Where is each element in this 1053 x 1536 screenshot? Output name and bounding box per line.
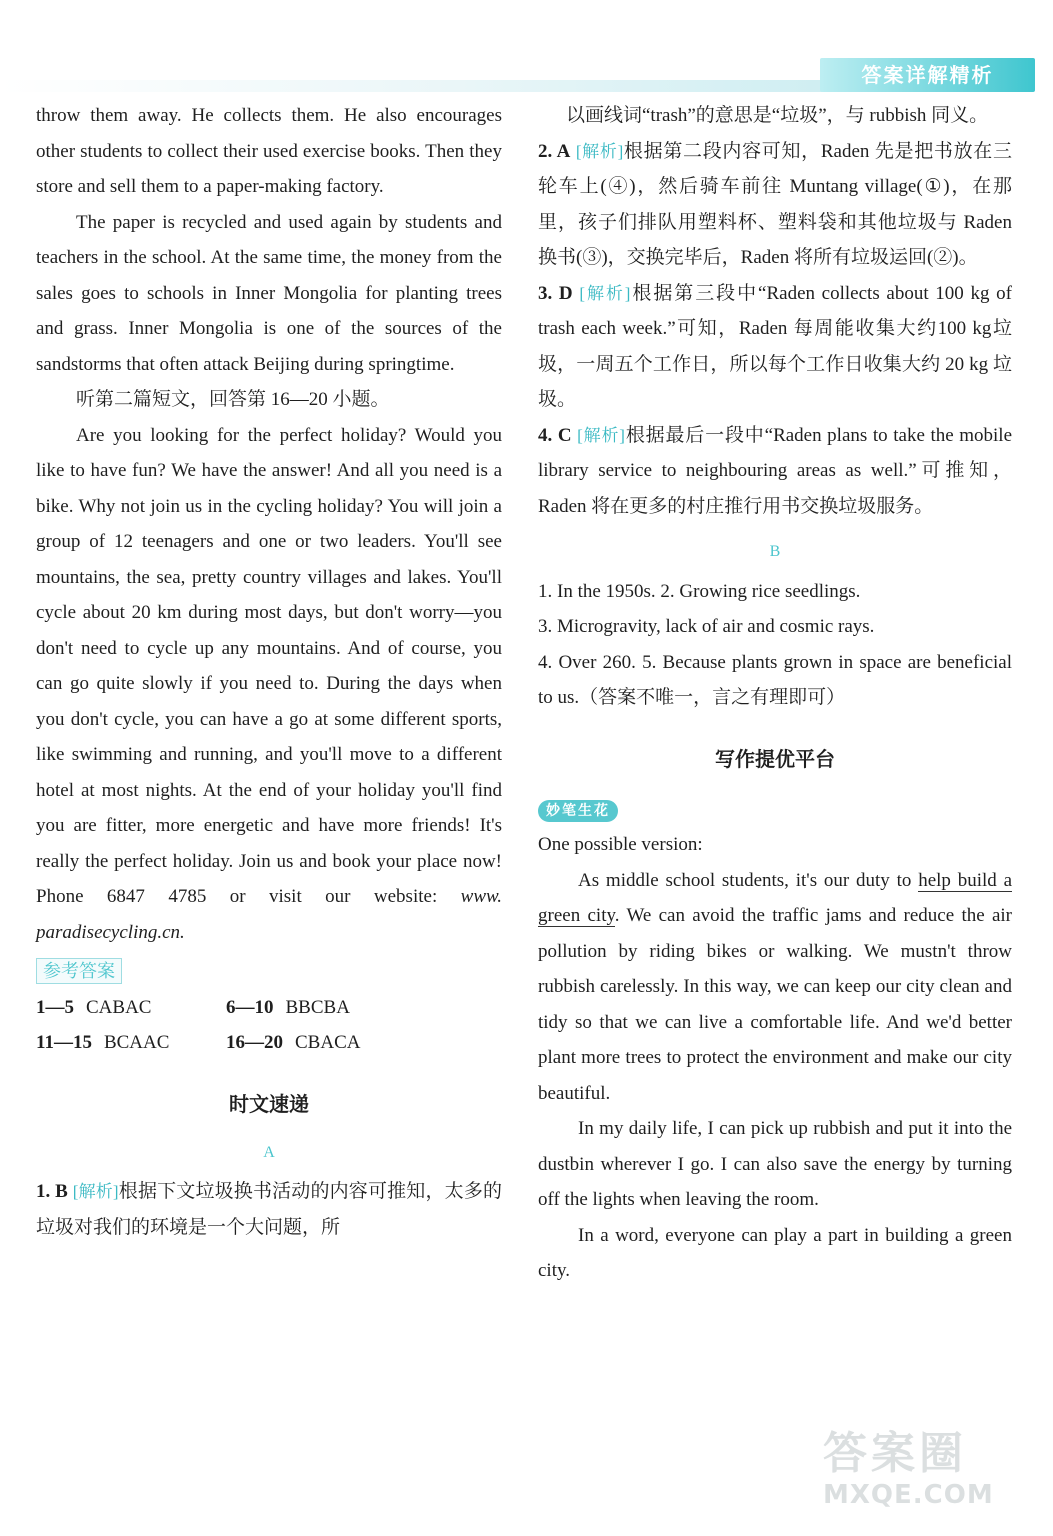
header-band (0, 80, 830, 92)
answer-range: 11—15 (36, 1032, 92, 1053)
passage-paragraph (36, 418, 502, 951)
watermark-url: MXQE.COM (823, 1480, 994, 1510)
answer-explanation (538, 134, 1012, 276)
right-column (538, 98, 1012, 1289)
answer-range: 16—20 (226, 1032, 283, 1053)
explanation-text: 根据最后一段中“Raden plans to take the mobile library service to neighbouring areas as well.”可推知，Raden 将在更多的村庄推行用书交换垃圾服务。 (538, 424, 1013, 517)
answer-explanation (538, 418, 1012, 525)
passage-paragraph: throw them away. He collects them. He also encourages other students to collect their used exercise books. Then they store and sell them to a paper-making factory. (36, 105, 502, 197)
answer-range: 6—10 (226, 996, 274, 1018)
essay-text: As middle school students, it's our duty to (578, 869, 919, 891)
essay-paragraph: In my daily life, I can pick up rubbish and put it into the dustbin wherever I go. I can also save the energy by turning off the lights when leaving the room. (538, 1118, 1012, 1210)
version-label: One possible version: (538, 834, 703, 855)
answer-explanation (36, 1174, 502, 1245)
writing-badge: 妙笔生花 (538, 800, 618, 822)
question-number: 3. D (538, 282, 573, 304)
essay-text: . We can avoid the traffic jams and reduce the air pollution by riding bikes or walking. We mustn't throw rubbish carelessly. In this way, we can keep our city clean and tidy so that we can live a comfortable life. And we'd better plant more trees to protect the environment and make our city beautiful. (538, 905, 1012, 1104)
answer-key: BBCBA (285, 996, 350, 1018)
analysis-tag: [解析] (579, 283, 631, 303)
listening-instruction: 听第二篇短文，回答第 16—20 小题。 (76, 389, 390, 410)
answer-key: BCAAC (103, 1032, 170, 1053)
answer-line: 1. In the 1950s. 2. Growing rice seedlings. (538, 580, 861, 602)
answer-key: CABAC (86, 996, 152, 1018)
answer-key: CBACA (295, 1032, 361, 1053)
section-title: 时文速递 (229, 1091, 309, 1116)
passage-text: Are you looking for the perfect holiday? Would you like to have fun? We have the answer! And all you need is a bike. Why not join us in the cycling holiday? You will join a group of 12 teenagers and one or two leaders. You'll see mountains, the sea, pretty country villages and lakes. You'll cycle about 20 km during most days, but don't worry—you don't need to cycle up any mountains. And of course, you can go quite slowly if you need to. During the days when you don't cycle, you can have a go at some different sports, like swimming and running, and you'll move to a different hotel at most nights. At the end of your holiday you'll find you are fitter, more energetic and have more friends! It's really the perfect holiday. Join us and book your place now! Phone 6847 4785 or visit our website: (36, 424, 502, 907)
answer-range: 1—5 (36, 996, 74, 1018)
left-column (36, 98, 502, 1245)
passage-paragraph: The paper is recycled and used again by students and teachers in the school. At the same time, the money from the sales goes to schools in Inner Mongolia for planting trees and grass. Inner Mongolia is one of the sources of the sandstorms that often attack Beijing during springtime. (36, 211, 502, 375)
question-number: 4. C (538, 424, 572, 446)
analysis-tag: [解析] (577, 425, 625, 445)
answer-line: 4. Over 260. 5. Because plants grown in space are beneficial to us.（答案不唯一，言之有理即可） (538, 651, 1012, 708)
section-title: 写作提优平台 (715, 746, 835, 771)
essay-paragraph (538, 863, 1012, 1112)
explanation-text: 根据第三段中“Raden collects about 100 kg of trash each week.”可知，Raden 每周能收集大约100 kg垃圾，一周五个工作日，所以每个工作日收集大约 20 kg 垃圾。 (538, 282, 1012, 410)
reference-answer-tag-row (36, 954, 502, 990)
underlined-phrase: help build a green city (538, 869, 1013, 926)
watermark-text: 答案圈 (823, 1428, 967, 1479)
website-url: www. paradisecycling.cn. (36, 886, 503, 943)
essay-paragraph: In a word, everyone can play a part in building a green city. (538, 1224, 1012, 1281)
answer-line: 3. Microgravity, lack of air and cosmic rays. (538, 616, 875, 637)
answer-row (36, 1025, 502, 1061)
reference-answer-tag: 参考答案 (36, 958, 122, 984)
answer-explanation (538, 276, 1012, 418)
explanation-text: 根据下文垃圾换书活动的内容可推知，太多的垃圾对我们的环境是一个大问题，所 (36, 1181, 502, 1238)
answer-row (36, 990, 502, 1026)
explanation-text: 根据第二段内容可知，Raden 先是把书放在三轮车上(④)，然后骑车前往 Muntang village(①)，在那里，孩子们排队用塑料杯、塑料袋和其他垃圾与 Raden 换书(③)，交换完毕后，Raden 将所有垃圾运回(②)。 (538, 140, 1012, 268)
question-number: 2. A (538, 140, 571, 162)
analysis-tag: [解析] (575, 141, 624, 161)
question-number: 1. B (36, 1181, 68, 1202)
header-label: 答案详解精析 (820, 58, 1035, 92)
section-subtitle: B (769, 543, 781, 560)
watermark-logo (823, 1428, 1013, 1518)
explanation-continued: 以画线词“trash”的意思是“垃圾”，与 rubbish 同义。 (566, 105, 989, 126)
section-subtitle: A (263, 1143, 275, 1161)
analysis-tag: [解析] (72, 1182, 119, 1201)
